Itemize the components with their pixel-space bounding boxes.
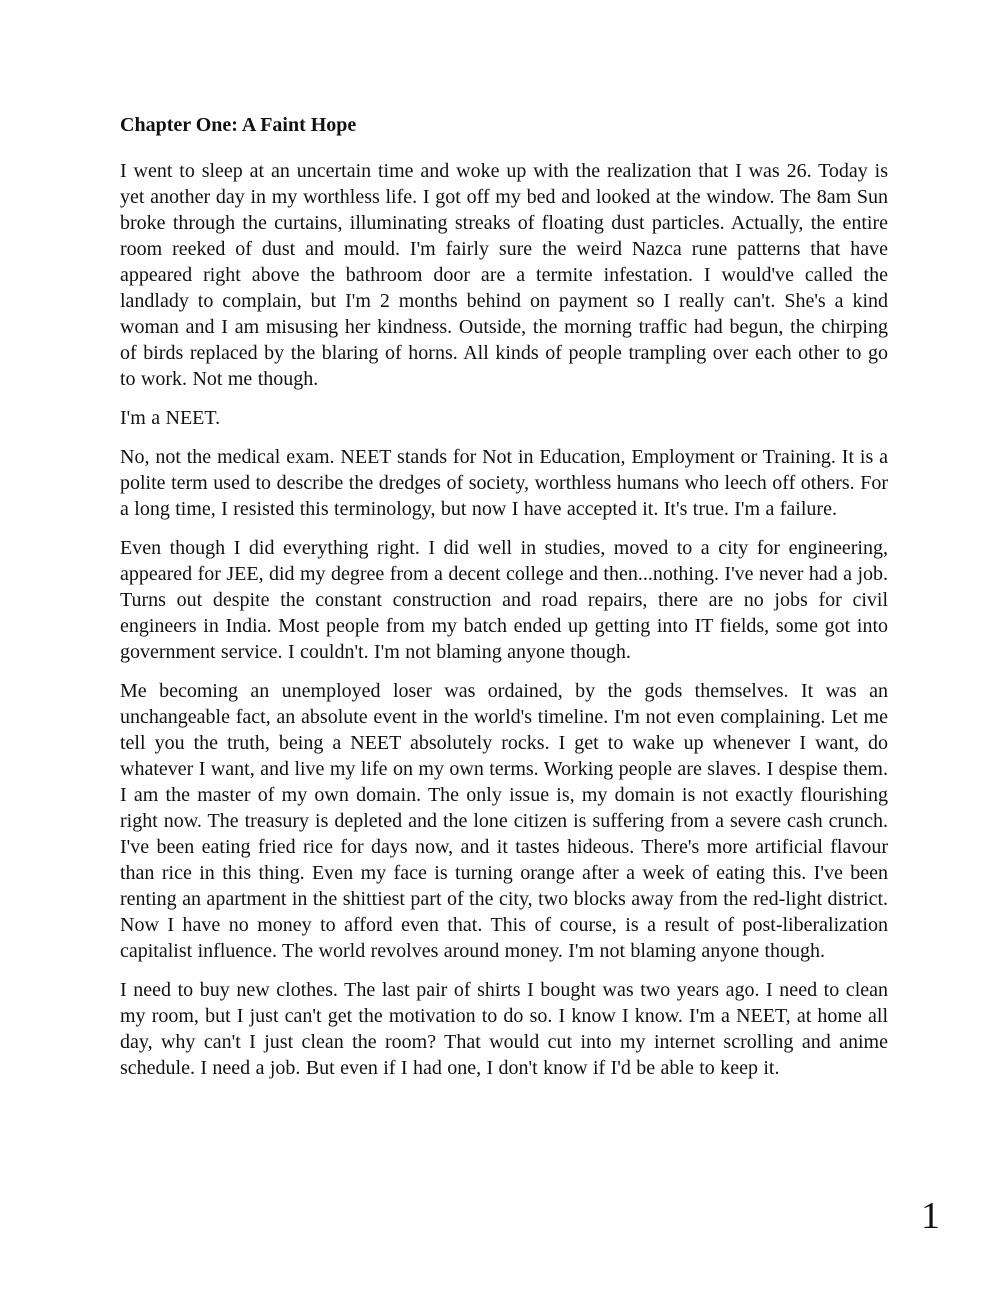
paragraph: I went to sleep at an uncertain time and woke up with the realization that I was 26. Today is yet another day in my worthless life. I got off my bed and looked at the window. The 8am Sun broke through the curtains, illuminating streaks of floating dust particles. Actually, the entire room reeked of dust and mould. I'm fairly sure the weird Nazca rune patterns that have appeared right above the bathroom door are a termite infestation. I would've called the landlady to complain, but I'm 2 months behind on payment so I really can't. She's a kind woman and I am misusing her kindness. Outside, the morning traffic had begun, the chirping of birds replaced by the blaring of horns. All kinds of people trampling over each other to go to work. Not me though. — [120, 160, 888, 390]
paragraph: Even though I did everything right. I did well in studies, moved to a city for engineering, appeared for JEE, did my degree from a decent college and then...nothing. I've never had a job. Turns out despite the constant construction and road repairs, there are no jobs for civil engineers in India. Most people from my batch ended up getting into IT fields, some got into government service. I couldn't. I'm not blaming anyone though. — [120, 537, 888, 663]
chapter-heading: Chapter One: A Faint Hope — [120, 114, 357, 136]
paragraph: I need to buy new clothes. The last pair of shirts I bought was two years ago. I need to clean my room, but I just can't get the motivation to do so. I know I know. I'm a NEET, at home all day, why can't I just clean the room? That would cut into my internet scrolling and anime schedule. I need a job. But even if I had one, I don't know if I'd be able to keep it. — [120, 979, 888, 1079]
paragraph: I'm a NEET. — [120, 407, 221, 429]
paragraph: Me becoming an unemployed loser was ordained, by the gods themselves. It was an unchangeable fact, an absolute event in the world's timeline. I'm not even complaining. Let me tell you the truth, being a NEET absolutely rocks. I get to wake up whenever I want, do whatever I want, and live my life on my own terms. Working people are slaves. I despise them. I am the master of my own domain. The only issue is, my domain is not exactly flourishing right now. The treasury is depleted and the lone citizen is suffering from a severe cash crunch. I've been eating fried rice for days now, and it tastes hideous. There's more artificial flavour than rice in this thing. Even my face is turning orange after a week of eating this. I've been renting an apartment in the shittiest part of the city, two blocks away from the red-light district. Now I have no money to afford even that. This of course, is a result of post-liberalization capitalist influence. The world revolves around money. I'm not blaming anyone though. — [120, 680, 888, 962]
paragraph: No, not the medical exam. NEET stands for Not in Education, Employment or Training. It is a polite term used to describe the dredges of society, worthless humans who leech off others. For a long time, I resisted this terminology, but now I have accepted it. It's true. I'm a failure. — [120, 446, 888, 520]
body-text — [120, 158, 888, 1081]
text-block — [120, 112, 888, 1094]
page-number: 1 — [921, 1195, 940, 1237]
